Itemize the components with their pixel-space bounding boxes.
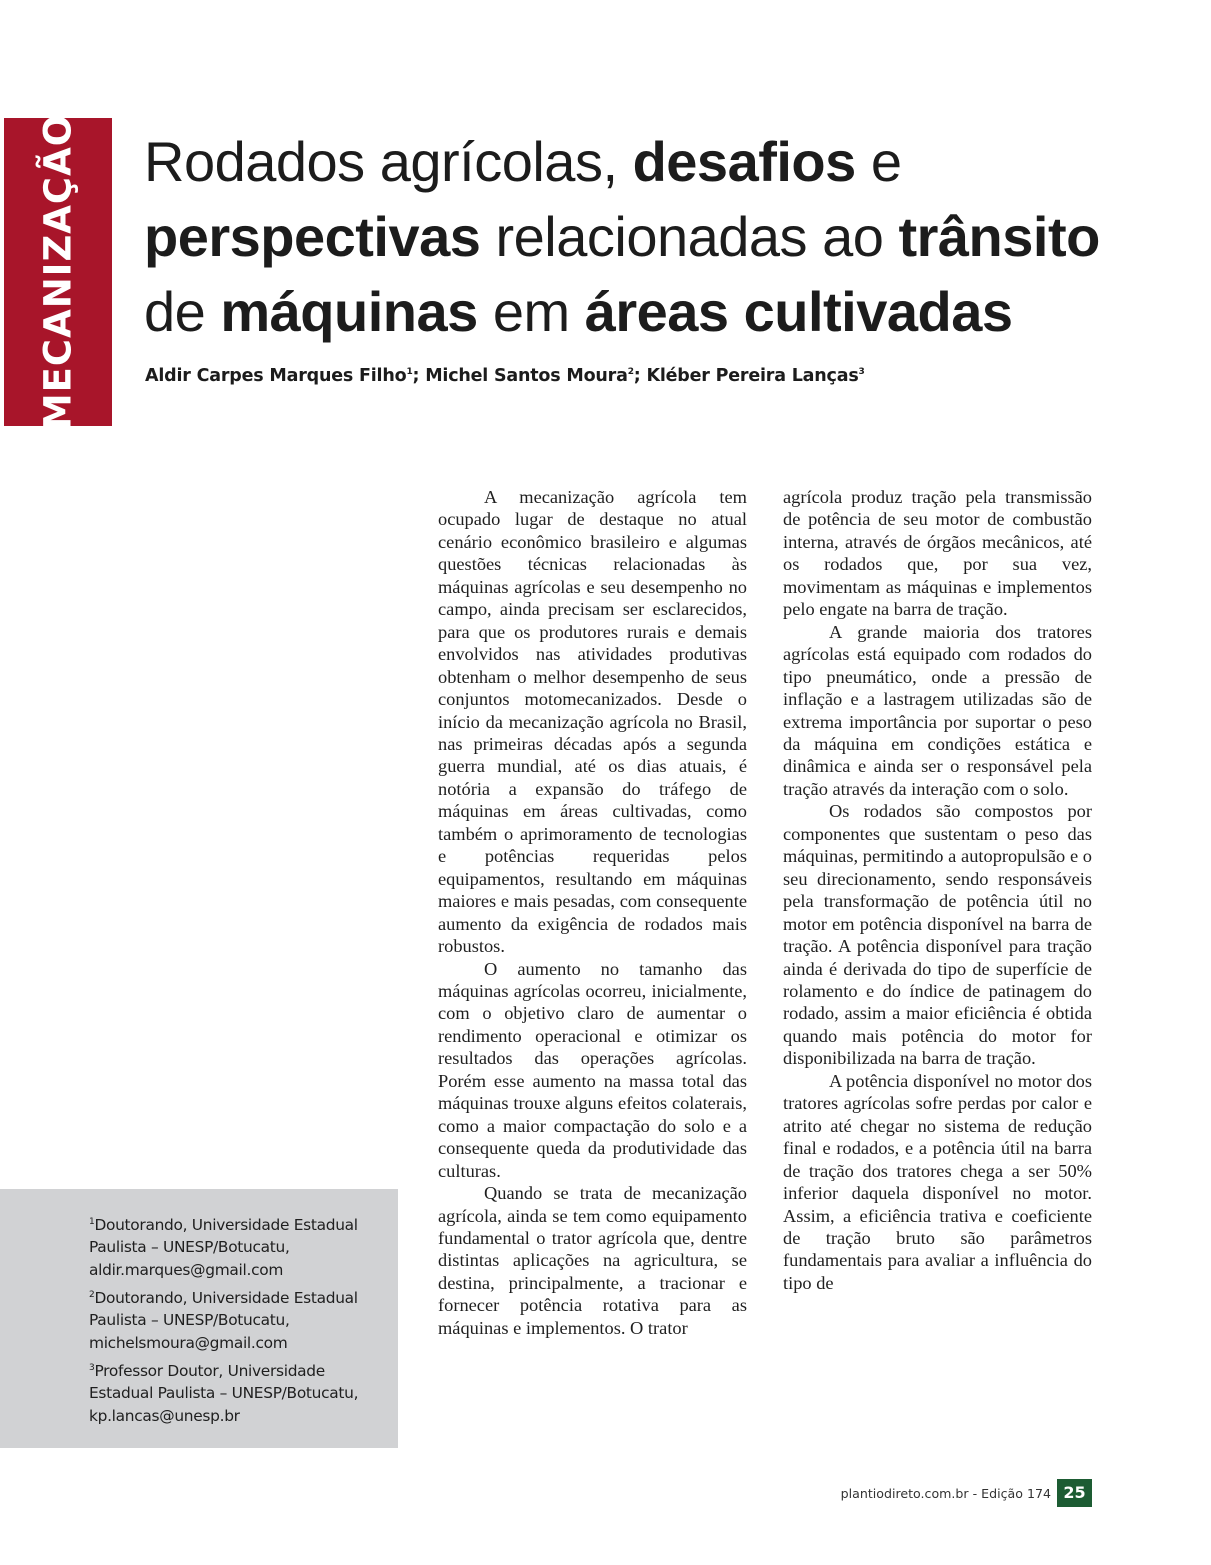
author-name: Aldir Carpes Marques Filho	[145, 366, 407, 386]
title-emphasis: perspectivas	[144, 205, 481, 268]
footer-site: plantiodireto.com.br	[840, 1486, 969, 1501]
author-name: ; Kléber Pereira Lanças	[633, 366, 859, 386]
author-byline	[145, 366, 865, 386]
footnote-mark: 1	[89, 1217, 95, 1227]
body-column-1	[438, 486, 747, 1339]
footnotes-box	[0, 1189, 398, 1448]
title-emphasis: trânsito	[898, 205, 1100, 268]
footer-edition: - Edição 174	[968, 1486, 1051, 1501]
title-part: de	[144, 280, 221, 343]
body-paragraph: O aumento no tamanho das máquinas agrícolas ocorreu, inicialmente, com o objetivo claro de aumentar o rendimento operacional e otimizar os resultados das operações agrícolas. Porém esse aumento na massa total das máquinas trouxe alguns efeitos colaterais, como a maior compactação do solo e a consequente queda da produtividade das culturas.	[438, 958, 747, 1181]
title-part: e	[855, 130, 902, 193]
article-title	[144, 124, 1184, 349]
footnote	[89, 1284, 389, 1354]
body-paragraph-continued: agrícola produz tração pela transmissão de potência de seu motor de combustão interna, através de órgãos mecânicos, até os rodados que, por sua vez, movimentam as máquinas e implementos pelo engate na barra de tração.	[783, 487, 1092, 620]
author-affiliation-mark: 3	[858, 367, 865, 377]
title-emphasis: áreas cultivadas	[584, 280, 1013, 343]
footnote-mark: 2	[89, 1290, 95, 1300]
author-affiliation-mark: 2	[627, 367, 634, 377]
title-emphasis: máquinas	[220, 280, 478, 343]
footer-credit	[841, 1486, 1051, 1501]
body-paragraph: A potência disponível no motor dos tratores agrícolas sofre perdas por calor e atrito até chegar no sistema de redução final e rodados, e a potência útil na barra de tração dos tratores chega a ser 50% inferior daquela disponível no motor. Assim, a eficiência trativa e coeficiente de tração bruto são parâmetros fundamentais para avaliar a influência do tipo de	[783, 1070, 1092, 1293]
body-paragraph: Quando se trata de mecanização agrícola, ainda se tem como equipamento fundamental o trator agrícola que, dentre distintas aplicações na agricultura, se destina, principalmente, a tracionar e fornecer potência rotativa para as máquinas e implementos. O trator	[438, 1183, 747, 1338]
footnote	[89, 1357, 389, 1427]
footnote-text: Doutorando, Universidade Estadual Paulista – UNESP/Botucatu, aldir.marques@gmail.com	[89, 1216, 358, 1279]
title-part: relacionadas ao	[480, 205, 899, 268]
body-column-2	[783, 486, 1092, 1294]
title-part: Rodados agrícolas,	[144, 130, 633, 193]
body-paragraph: A mecanização agrícola tem ocupado lugar de destaque no atual cenário econômico brasileiro e algumas questões técnicas relacionadas às máquinas agrícolas e seu desempenho no campo, ainda precisam ser esclarecidos, para que os produtores rurais e demais envolvidos nas atividades produtivas obtenham o melhor desempenho de seus conjuntos motomecanizados. Desde o início da mecanização agrícola no Brasil, nas primeiras décadas após a segunda guerra mundial, até os dias atuais, é notória a expansão do tráfego de máquinas em áreas cultivadas, como também o aprimoramento de tecnologias e potências requeridas pelos equipamentos, resultando em máquinas maiores e mais pesadas, com consequente aumento da exigência de rodados mais robustos.	[438, 487, 747, 957]
body-paragraph: A grande maioria dos tratores agrícolas está equipado com rodados do tipo pneumático, onde a pressão de inflação e a lastragem utilizadas são de extrema importância por suportar o peso da máquina em condições estática e dinâmica e ainda ser o responsável pela tração através da interação com o solo.	[783, 621, 1092, 799]
section-label: MECANIZAÇÃO	[36, 113, 80, 431]
footnote-mark: 3	[89, 1363, 95, 1373]
section-tab	[4, 113, 112, 431]
footnote-text: Professor Doutor, Universidade Estadual Paulista – UNESP/Botucatu, kp.lancas@unesp.br	[89, 1362, 359, 1425]
footnote-text: Doutorando, Universidade Estadual Paulista – UNESP/Botucatu, michelsmoura@gmail.com	[89, 1289, 358, 1352]
title-emphasis: desafios	[632, 130, 856, 193]
footnote	[89, 1211, 389, 1281]
author-affiliation-mark: 1	[406, 367, 413, 377]
body-paragraph: Os rodados são compostos por componentes que sustentam o peso das máquinas, permitindo a autopropulsão e o seu direcionamento, sendo responsáveis pela transformação de potência útil no motor em potência disponível na barra de tração. A potência disponível para tração ainda é derivada do tipo de superfície de rolamento e do índice de patinagem do rodado, assim a maior eficiência é obtida quando mais potência do motor for disponibilizada na barra de tração.	[783, 801, 1092, 1069]
author-name: ; Michel Santos Moura	[412, 366, 628, 386]
page-number-badge: 25	[1057, 1479, 1092, 1507]
title-part: em	[477, 280, 585, 343]
